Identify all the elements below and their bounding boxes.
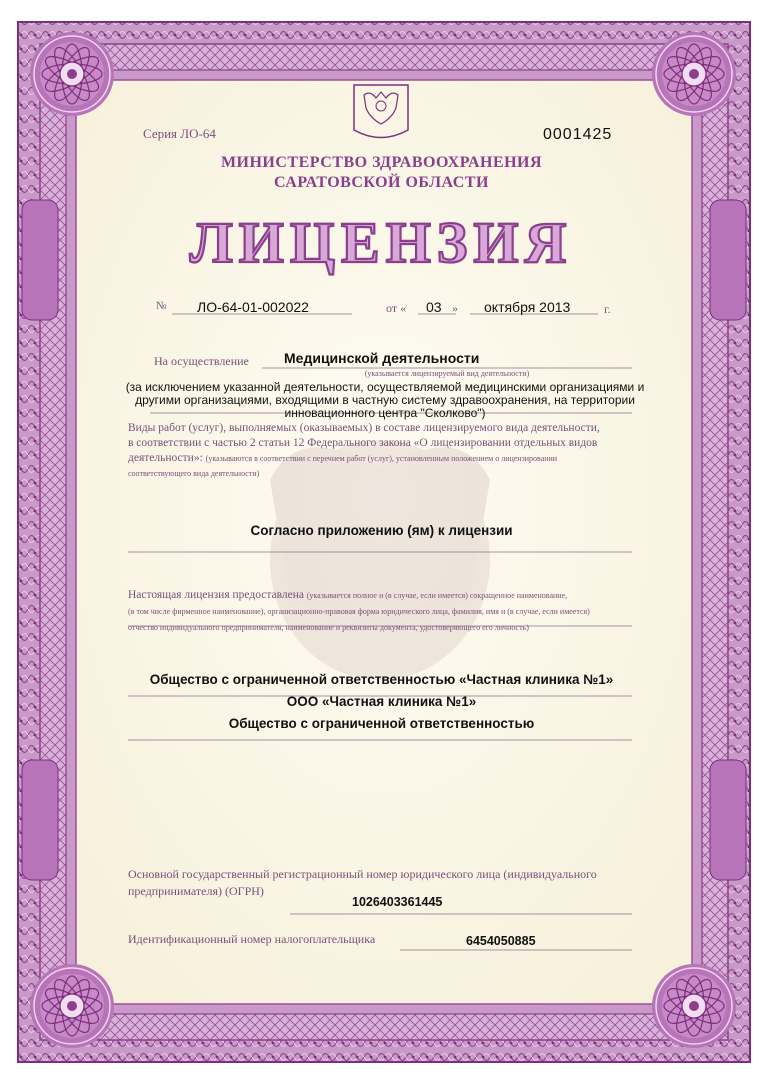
year-suffix: г. [604,302,611,316]
activity-exclusion: (за исключением указанной деятельности, осуществляемой медицинскими организациями и другими организациями, входящими в частную систему здравоохранения, на территории инновационного центра "Сколково") [125,380,645,420]
number-label: № [156,300,167,312]
license-day: 03 [426,299,442,315]
form-number: 0001425 [543,126,613,143]
license-month-year: октября 2013 [484,299,571,315]
licensee-name: Общество с ограниченной ответственностью «Частная клиника №1» ООО «Частная клиника №1» Общество с ограниченной ответственностью [149,672,614,731]
issuer-line: САРАТОВСКОЙ ОБЛАСТИ [274,174,489,191]
coat-of-arms-icon [354,85,408,138]
ogrn-value: 1026403361445 [352,895,443,909]
ogrn-label: Основной государственный регистрационный номер юридического лица (индивидуального предпринимателя) (ОГРН) [128,867,597,898]
issuer [0,153,763,193]
inn-value: 6454050885 [466,934,536,948]
series-label: Серия ЛО-64 [143,126,216,141]
date-mid: » [452,301,458,315]
document-title: ЛИЦЕНЗИЯ [189,210,573,275]
inn-label: Идентификационный номер налогоплательщика [128,932,376,946]
activity-value: Медицинской деятельности [284,350,480,366]
granted-text: Настоящая лицензия предоставлена (указывается полное и (в случае, если имеется) сокращенное наименование, (в том числе фирменное наименование), организационно-правовая форма юридического лица, фамилия, имя и (в случае, если имеется) отчество индивидуального предпринимателя, наименование и реквизиты документа, удостоверяющего его личность) [128,589,590,632]
date-from-label: от « [386,301,407,315]
works-text: Виды работ (услуг), выполняемых (оказываемых) в составе лицензируемого вида деятельности, в соответствии с частью 2 статьи 12 Федерального закона «О лицензировании отдельных видов деятельности»: (указываются в соответствии с перечнем работ (услуг), установленным положением о лицензировании соответствующего вида деятельности) [128,422,600,478]
works-value: Согласно приложению (ям) к лицензии [250,523,513,538]
activity-label: На осуществление [154,354,249,368]
issuer-line: МИНИСТЕРСТВО ЗДРАВООХРАНЕНИЯ [220,154,543,171]
activity-hint: (указывается лицензируемый вид деятельности) [364,369,530,378]
license-number: ЛО-64-01-002022 [197,299,309,315]
